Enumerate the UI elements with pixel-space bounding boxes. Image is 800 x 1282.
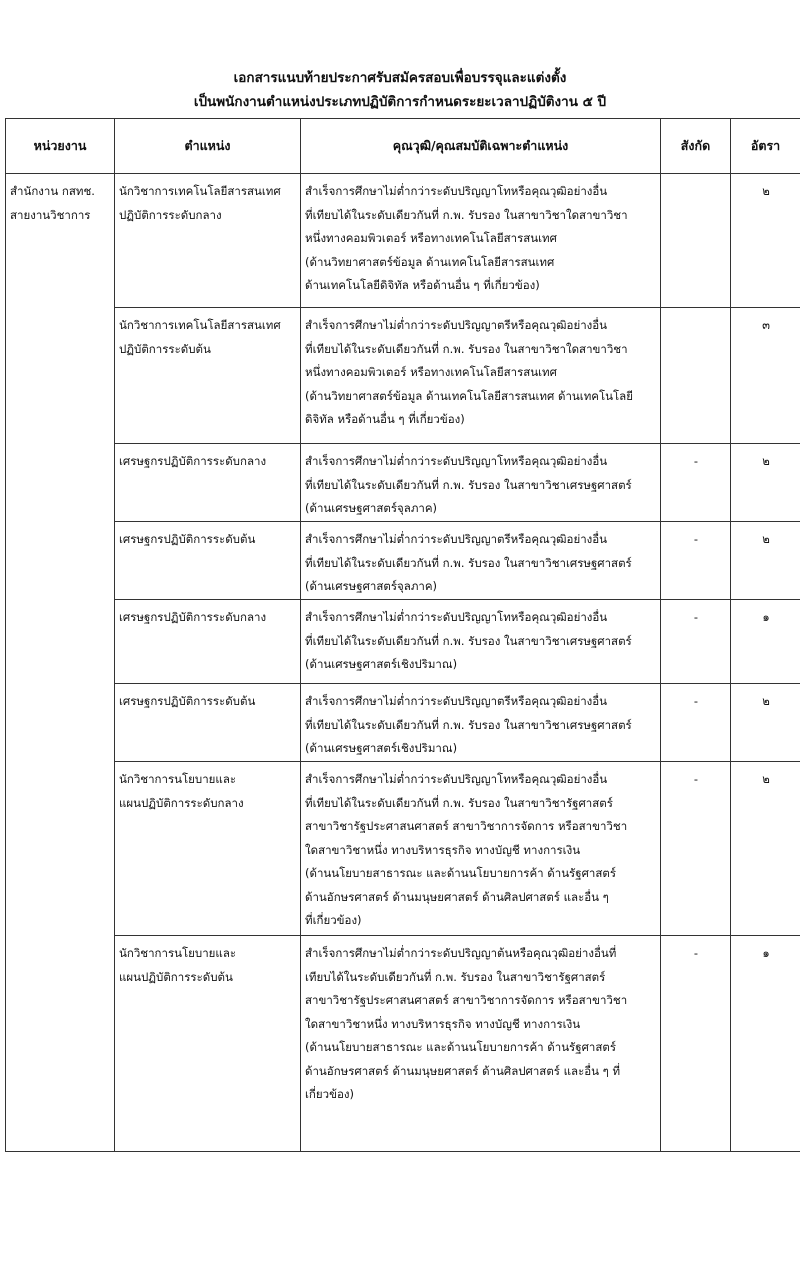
qualification-line: (ด้านเศรษฐศาสตร์จุลภาค)	[305, 501, 438, 515]
qualification-line: สำเร็จการศึกษาไม่ต่ำกว่าระดับปริญญาโทหรือคุณวุฒิอย่างอื่น	[305, 454, 608, 468]
table-row	[6, 522, 800, 600]
quota-cell: ๓	[731, 308, 800, 444]
position-line: เศรษฐกรปฏิบัติการระดับกลาง	[119, 610, 267, 624]
qualification-line: สาขาวิชารัฐประศาสนศาสตร์ สาขาวิชาการจัดการ หรือสาขาวิชา	[305, 993, 628, 1007]
table-body	[6, 174, 800, 1152]
qualification-line: (ด้านวิทยาศาสตร์ข้อมูล ด้านเทคโนโลยีสารสนเทศ ด้านเทคโนโลยี	[305, 388, 633, 403]
title-line-2: เป็นพนักงานตำแหน่งประเภทปฏิบัติการกำหนดระยะเวลาปฏิบัติงาน ๕ ปี	[193, 94, 607, 110]
position-line: ปฏิบัติการระดับกลาง	[119, 207, 222, 222]
position-line: ปฏิบัติการระดับต้น	[119, 341, 211, 356]
qualification-line: ด้านอักษรศาสตร์ ด้านมนุษยศาสตร์ ด้านศิลปศาสตร์ และอื่น ๆ ที่	[305, 1063, 621, 1078]
position-cell	[115, 684, 301, 762]
unit-line: สายงานวิชาการ	[10, 207, 91, 222]
qualification-line: สำเร็จการศึกษาไม่ต่ำกว่าระดับปริญญาต้นหรือคุณวุฒิอย่างอื่นที่	[305, 946, 617, 960]
table-row	[6, 762, 800, 936]
qualification-line: สำเร็จการศึกษาไม่ต่ำกว่าระดับปริญญาโทหรือคุณวุฒิอย่างอื่น	[305, 184, 608, 198]
position-cell	[115, 936, 301, 1152]
qualification-line: (ด้านเศรษฐศาสตร์เชิงปริมาณ)	[305, 741, 458, 755]
qualification-line: ใดสาขาวิชาหนึ่ง ทางบริหารธุรกิจ ทางบัญชี ทางการเงิน	[305, 1016, 581, 1031]
qualification-cell	[301, 174, 661, 308]
qualification-line: (ด้านวิทยาศาสตร์ข้อมูล ด้านเทคโนโลยีสารสนเทศ	[305, 254, 555, 269]
qualification-line: ที่เทียบได้ในระดับเดียวกันที่ ก.พ. รับรอง ในสาขาวิชาเศรษฐศาสตร์	[305, 555, 632, 570]
quota-cell: ๒	[731, 684, 800, 762]
affiliation-cell: -	[661, 444, 731, 522]
position-line: นักวิชาการเทคโนโลยีสารสนเทศ	[119, 184, 281, 198]
qualification-line: สำเร็จการศึกษาไม่ต่ำกว่าระดับปริญญาโทหรือคุณวุฒิอย่างอื่น	[305, 772, 608, 786]
header-unit: หน่วยงาน	[6, 119, 115, 174]
position-line: แผนปฏิบัติการระดับต้น	[119, 969, 233, 984]
table-row	[6, 936, 800, 1152]
qualification-line: สำเร็จการศึกษาไม่ต่ำกว่าระดับปริญญาตรีหรือคุณวุฒิอย่างอื่น	[305, 532, 608, 546]
position-line: นักวิชาการเทคโนโลยีสารสนเทศ	[119, 318, 281, 332]
position-cell	[115, 174, 301, 308]
qualification-cell	[301, 684, 661, 762]
table-row	[6, 600, 800, 684]
qualification-line: (ด้านเศรษฐศาสตร์จุลภาค)	[305, 579, 438, 593]
table-row	[6, 308, 800, 444]
qualification-line: ที่เทียบได้ในระดับเดียวกันที่ ก.พ. รับรอง ในสาขาวิชาเศรษฐศาสตร์	[305, 717, 632, 732]
qualification-line: หนึ่งทางคอมพิวเตอร์ หรือทางเทคโนโลยีสารสนเทศ	[305, 231, 557, 245]
header-qualification: คุณวุฒิ/คุณสมบัติเฉพาะตำแหน่ง	[301, 119, 661, 174]
positions-table	[5, 118, 800, 1152]
qualification-cell	[301, 444, 661, 522]
qualification-cell	[301, 936, 661, 1152]
qualification-line: สำเร็จการศึกษาไม่ต่ำกว่าระดับปริญญาตรีหรือคุณวุฒิอย่างอื่น	[305, 694, 608, 708]
qualification-cell	[301, 522, 661, 600]
affiliation-cell	[661, 308, 731, 444]
position-cell	[115, 308, 301, 444]
qualification-line: เทียบได้ในระดับเดียวกันที่ ก.พ. รับรอง ในสาขาวิชารัฐศาสตร์	[305, 969, 606, 984]
qualification-line: ที่เกี่ยวข้อง)	[305, 913, 362, 927]
qualification-line: สำเร็จการศึกษาไม่ต่ำกว่าระดับปริญญาตรีหรือคุณวุฒิอย่างอื่น	[305, 318, 608, 332]
position-line: นักวิชาการนโยบายและ	[119, 772, 237, 786]
qualification-line: ที่เทียบได้ในระดับเดียวกันที่ ก.พ. รับรอง ในสาขาวิชาใดสาขาวิชา	[305, 207, 628, 222]
position-line: นักวิชาการนโยบายและ	[119, 946, 237, 960]
header-quota: อัตรา	[731, 119, 800, 174]
qualification-line: ด้านอักษรศาสตร์ ด้านมนุษยศาสตร์ ด้านศิลปศาสตร์ และอื่น ๆ	[305, 889, 609, 904]
qualification-cell	[301, 762, 661, 936]
table-row	[6, 444, 800, 522]
table-header-row	[6, 119, 800, 174]
unit-line: สำนักงาน กสทช.	[10, 184, 95, 198]
table-row	[6, 174, 800, 308]
header-position: ตำแหน่ง	[115, 119, 301, 174]
position-cell	[115, 600, 301, 684]
quota-cell: ๒	[731, 444, 800, 522]
quota-cell: ๑	[731, 600, 800, 684]
quota-cell: ๒	[731, 762, 800, 936]
position-line: เศรษฐกรปฏิบัติการระดับต้น	[119, 532, 256, 546]
affiliation-cell: -	[661, 684, 731, 762]
position-cell	[115, 444, 301, 522]
position-line: เศรษฐกรปฏิบัติการระดับต้น	[119, 694, 256, 708]
affiliation-cell: -	[661, 522, 731, 600]
qualification-line: (ด้านนโยบายสาธารณะ และด้านนโยบายการค้า ด้านรัฐศาสตร์	[305, 866, 617, 880]
quota-cell: ๑	[731, 936, 800, 1152]
qualification-line: หนึ่งทางคอมพิวเตอร์ หรือทางเทคโนโลยีสารสนเทศ	[305, 365, 557, 379]
qualification-line: ที่เทียบได้ในระดับเดียวกันที่ ก.พ. รับรอง ในสาขาวิชารัฐศาสตร์	[305, 795, 613, 810]
qualification-line: สาขาวิชารัฐประศาสนศาสตร์ สาขาวิชาการจัดการ หรือสาขาวิชา	[305, 819, 628, 833]
position-cell	[115, 762, 301, 936]
qualification-cell	[301, 308, 661, 444]
qualification-line: สำเร็จการศึกษาไม่ต่ำกว่าระดับปริญญาโทหรือคุณวุฒิอย่างอื่น	[305, 610, 608, 624]
qualification-line: ดิจิทัล หรือด้านอื่น ๆ ที่เกี่ยวข้อง)	[305, 412, 465, 426]
header-affiliation: สังกัด	[661, 119, 731, 174]
qualification-cell	[301, 600, 661, 684]
quota-cell: ๒	[731, 174, 800, 308]
document-title	[0, 66, 800, 114]
quota-cell: ๒	[731, 522, 800, 600]
qualification-line: (ด้านนโยบายสาธารณะ และด้านนโยบายการค้า ด้านรัฐศาสตร์	[305, 1040, 617, 1054]
unit-cell	[6, 174, 115, 1152]
qualification-line: (ด้านเศรษฐศาสตร์เชิงปริมาณ)	[305, 657, 458, 671]
position-cell	[115, 522, 301, 600]
position-line: เศรษฐกรปฏิบัติการระดับกลาง	[119, 454, 267, 468]
qualification-line: ด้านเทคโนโลยีดิจิทัล หรือด้านอื่น ๆ ที่เกี่ยวข้อง)	[305, 278, 540, 292]
affiliation-cell	[661, 174, 731, 308]
affiliation-cell: -	[661, 600, 731, 684]
qualification-line: ที่เทียบได้ในระดับเดียวกันที่ ก.พ. รับรอง ในสาขาวิชาเศรษฐศาสตร์	[305, 633, 632, 648]
affiliation-cell: -	[661, 936, 731, 1152]
affiliation-cell: -	[661, 762, 731, 936]
qualification-line: ที่เทียบได้ในระดับเดียวกันที่ ก.พ. รับรอง ในสาขาวิชาเศรษฐศาสตร์	[305, 477, 632, 492]
qualification-line: เกี่ยวข้อง)	[305, 1087, 354, 1101]
title-line-1: เอกสารแนบท้ายประกาศรับสมัครสอบเพื่อบรรจุและแต่งตั้ง	[233, 70, 567, 86]
table-row	[6, 684, 800, 762]
position-line: แผนปฏิบัติการระดับกลาง	[119, 795, 244, 810]
qualification-line: ที่เทียบได้ในระดับเดียวกันที่ ก.พ. รับรอง ในสาขาวิชาใดสาขาวิชา	[305, 341, 628, 356]
qualification-line: ใดสาขาวิชาหนึ่ง ทางบริหารธุรกิจ ทางบัญชี ทางการเงิน	[305, 842, 581, 857]
